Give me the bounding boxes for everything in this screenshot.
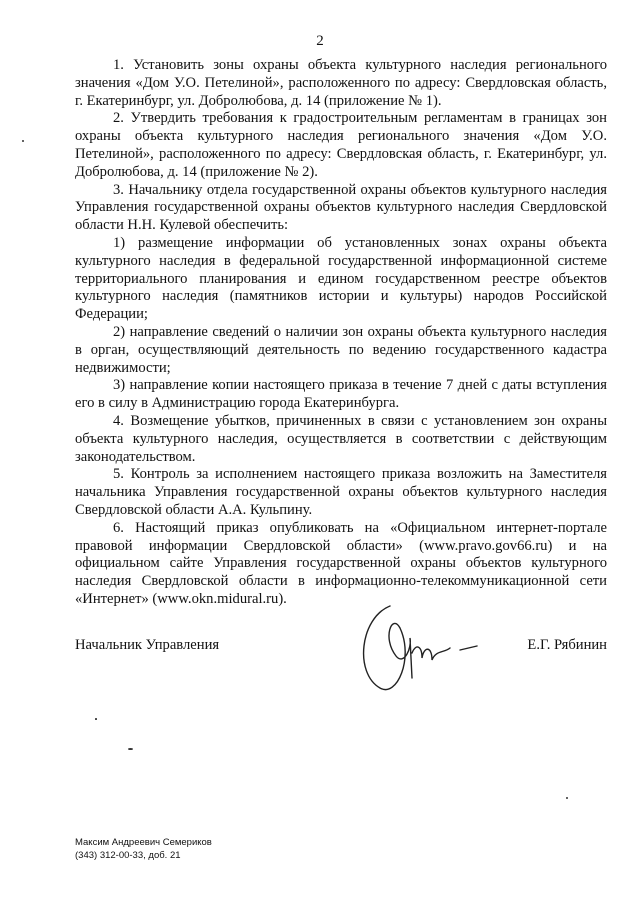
scan-speck (95, 718, 97, 720)
page-number: 2 (316, 33, 324, 49)
paragraph-3-item-1: 1) размещение информации об установленных зонах охраны объекта культурного наследия в федеральной государственной информационной системе территориального планирования и едином государственном реестре объектов культурного наследия (памятников истории и культуры) народов Российской Федерации; (75, 234, 607, 323)
paragraph-4: 4. Возмещение убытков, причиненных в связи с установлением зон охраны объекта культурного наследия, осуществляется в соответствии с действующим законодательством. (75, 412, 607, 465)
paragraph-1: 1. Установить зоны охраны объекта культурного наследия регионального значения «Дом У.О. Петелиной», расположенного по адресу: Свердловская область, г. Екатеринбург, ул. Добролюбова, д. 14 (приложение № 1). (75, 57, 607, 109)
document-body (75, 57, 607, 609)
scan-speck (128, 748, 133, 750)
paragraph-3-item-3: 3) направление копии настоящего приказа в течение 7 дней с даты вступления его в силу в Администрацию города Екатеринбурга. (75, 377, 607, 412)
executor-name: Максим Андреевич Семериков (75, 837, 212, 848)
executor-info (75, 836, 212, 862)
scan-speck (566, 797, 568, 799)
paragraph-5: 5. Контроль за исполнением настоящего приказа возложить на Заместителя начальника Управления государственной охраны объектов культурного наследия Свердловской области А.А. Кульпину. (75, 466, 607, 518)
signer-name: Е.Г. Рябинин (527, 637, 607, 653)
paragraph-3: 3. Начальнику отдела государственной охраны объектов культурного наследия Управления государственной охраны объектов культурного наследия Свердловской области Н.Н. Кулевой обеспечить: (75, 181, 607, 234)
signer-title: Начальник Управления (75, 637, 220, 653)
executor-phone: (343) 312-00-33, доб. 21 (75, 850, 181, 861)
paragraph-2: 2. Утвердить требования к градостроительным регламентам в границах зон охраны объекта культурного наследия регионального значения «Дом У.О. Петелиной», расположенного по адресу: Свердловская область, г. Екатеринбург, ул. Добролюбова, д. 14 (приложение № 2). (75, 110, 607, 180)
paragraph-3-item-2: 2) направление сведений о наличии зон охраны объекта культурного наследия в орган, осуществляющий деятельность по ведению государственного кадастра недвижимости; (75, 323, 607, 376)
paragraph-6: 6. Настоящий приказ опубликовать на «Официальном интернет-портале правовой информации Свердловской области» (www.pravo.gov66.ru) и на официальном сайте Управления государственной охраны объектов культурного наследия Свердловской области в информационно-телекоммуникационной сети «Интернет» (www.okn.midural.ru). (75, 519, 607, 607)
handwritten-signature (352, 598, 492, 708)
scan-speck (22, 140, 24, 142)
